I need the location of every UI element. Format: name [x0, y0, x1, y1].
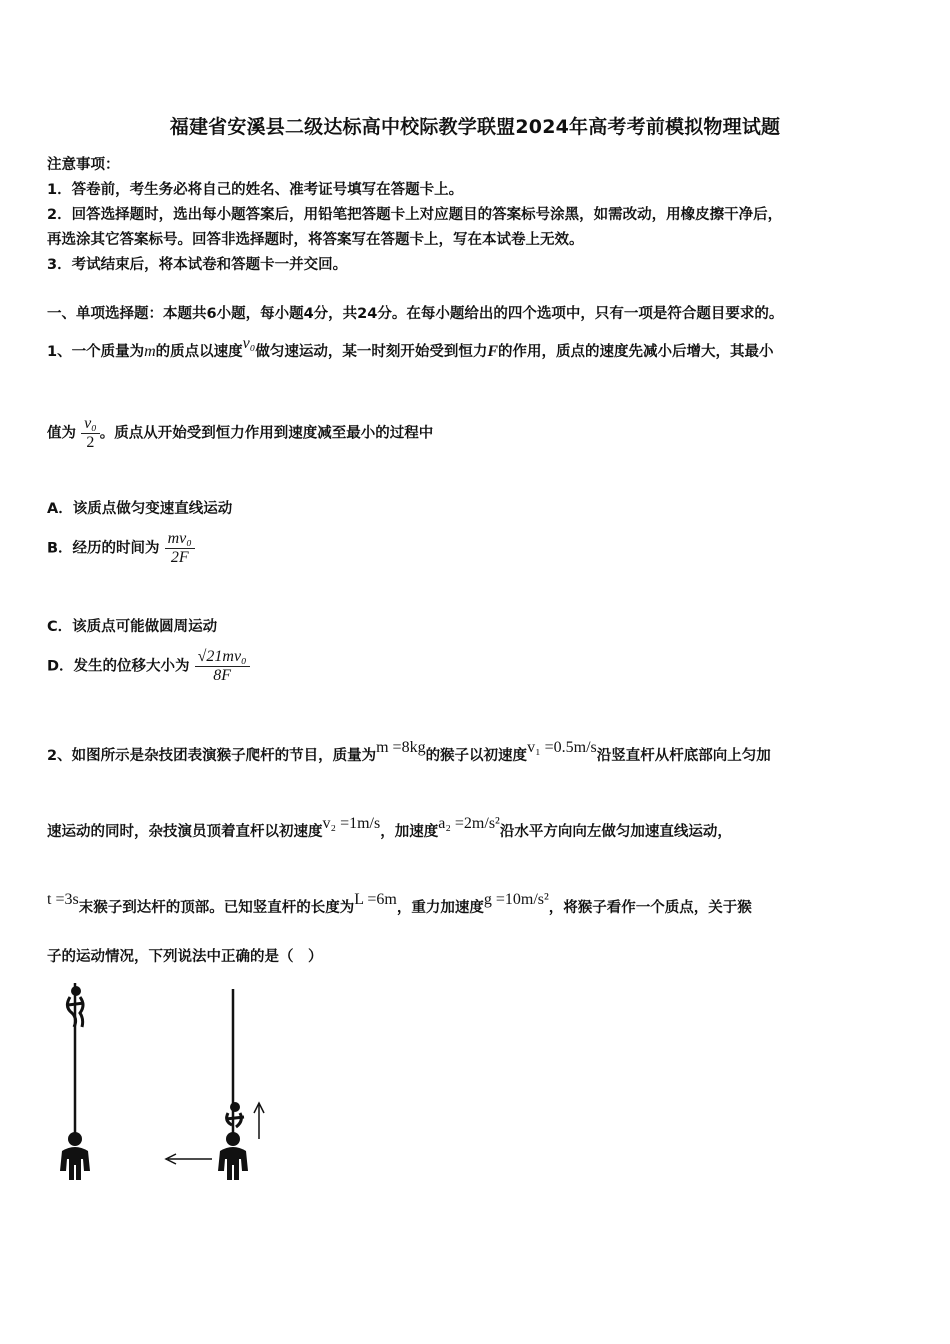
right-scene: [166, 989, 264, 1180]
q1-fraction-numerator: v₀: [84, 415, 97, 432]
q2-stem-line4: 子的运动情况，下列说法中正确的是（ ）: [47, 949, 323, 965]
q1-option-b-numerator: mv₀: [167, 530, 192, 547]
q2-text-a3: 沿竖直杆从杆底部向上匀加: [596, 748, 771, 764]
q1-option-b: [47, 530, 195, 567]
right-performer-icon: [218, 1132, 248, 1180]
note-item-3: 3．考试结束后，将本试卷和答题卡一并交回。: [47, 257, 348, 273]
monkey-pole-figure: [40, 975, 300, 1190]
q1-option-d-label: D．发生的位移大小为: [47, 658, 190, 675]
q2-text-a1: 2、如图所示是杂技团表演猴子爬杆的节目，质量为: [47, 748, 377, 764]
q1-option-b-label: B．经历的时间为: [47, 540, 160, 557]
q2-L-eq: L =6m: [354, 891, 397, 908]
q2-text-b2: ，加速度: [380, 824, 439, 840]
q1-text-5: 值为: [47, 425, 76, 442]
q1-option-a: A．该质点做匀变速直线运动: [47, 501, 233, 517]
q2-g-eq: g =10m/s²: [483, 891, 549, 908]
note-item-1: 1．答卷前，考生务必将自己的姓名、准考证号填写在答题卡上。: [47, 182, 464, 198]
q2-v2-eq: v₂ =1m/s: [322, 815, 381, 832]
note-item-2b: 再选涂其它答案标号。回答非选择题时，将答案写在答题卡上，写在本试卷上无效。: [47, 232, 584, 248]
q2-text-c3: ，将猴子看作一个质点，关于猴: [548, 900, 752, 916]
q1-text-3: 做匀速运动，某一时刻开始受到恒力: [255, 344, 488, 360]
left-performer-icon: [60, 1132, 90, 1180]
q1-fraction-denominator: 2: [81, 433, 100, 452]
q1-mass-symbol: m: [144, 343, 156, 360]
q2-stem-line3: [47, 891, 752, 917]
q1-text-4: 的作用，质点的速度先减小后增大，其最小: [498, 344, 774, 360]
section-heading: 一、单项选择题：本题共6小题，每小题4分，共24分。在每小题给出的四个选项中，只有一项是符合题目要求的。: [47, 306, 784, 322]
q1-option-c: C．该质点可能做圆周运动: [47, 619, 218, 635]
q1-text-6: 。质点从开始受到恒力作用到速度减至最小的过程中: [99, 425, 434, 442]
q2-mass-eq: m =8kg: [376, 739, 426, 756]
q1-option-d-numerator: √21mv₀: [197, 648, 247, 665]
left-scene: [60, 983, 90, 1180]
q1-text-1: 1、一个质量为: [47, 344, 145, 360]
notes-heading: 注意事项：: [47, 157, 120, 173]
q1-velocity-symbol: v₀: [242, 335, 256, 352]
q2-text-b1: 速运动的同时，杂技演员顶着直杆以初速度: [47, 824, 323, 840]
q2-text-a2: 的猴子以初速度: [425, 748, 528, 764]
q2-text-c2: ，重力加速度: [396, 900, 484, 916]
q1-stem-line2: [47, 415, 433, 452]
q1-option-d-fraction: [195, 648, 250, 685]
note-item-2a: 2．回答选择题时，选出每小题答案后，用铅笔把答题卡上对应题目的答案标号涂黑，如需改动，用橡皮擦干净后，: [47, 207, 783, 223]
right-monkey-icon: [226, 1102, 244, 1127]
q1-option-d-denominator: 8F: [195, 666, 250, 685]
page-title: 福建省安溪县二级达标高中校际教学联盟2024年高考考前模拟物理试题: [169, 116, 781, 138]
q1-option-b-fraction: [165, 530, 195, 567]
q2-text-c1: 末猴子到达杆的顶部。已知竖直杆的长度为: [78, 900, 355, 916]
q2-stem-line1: [47, 739, 771, 765]
q1-force-symbol: F: [487, 343, 498, 360]
q2-t-eq: t =3s: [47, 891, 79, 908]
q2-v1-eq: v₁ =0.5m/s: [527, 739, 597, 756]
q1-min-speed-fraction: [81, 415, 100, 452]
q1-option-d: [47, 648, 250, 685]
q2-a2-eq: a₂ =2m/s²: [438, 815, 500, 832]
q1-option-b-denominator: 2F: [165, 548, 195, 567]
q1-text-2: 的质点以速度: [155, 344, 243, 360]
q2-text-b3: 沿水平方向向左做匀加速直线运动，: [499, 824, 732, 840]
up-arrow-icon: [254, 1103, 264, 1139]
q1-stem-line1: [47, 335, 774, 361]
left-arrow-icon: [166, 1154, 212, 1164]
q2-stem-line2: [47, 815, 732, 841]
